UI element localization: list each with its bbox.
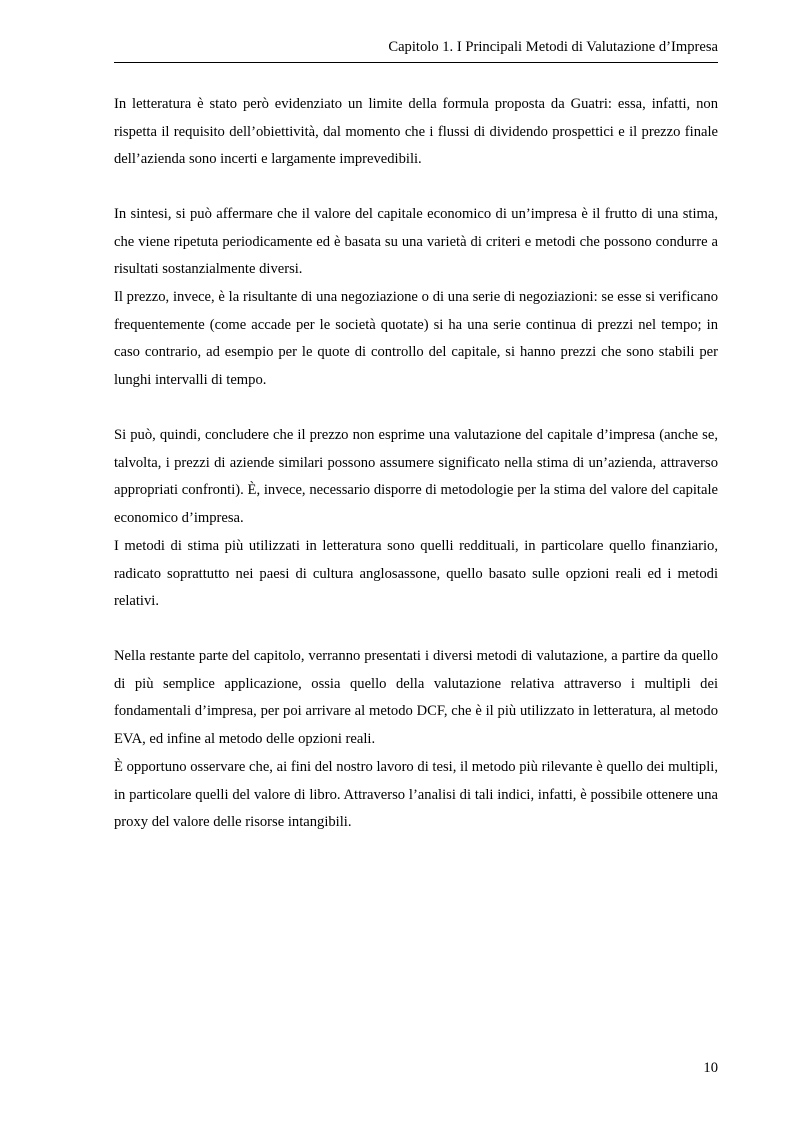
header-rule — [114, 62, 718, 63]
paragraph-conclusione: Si può, quindi, concludere che il prezzo non esprime una valutazione del capitale d’impresa (anche se, talvolta, i prezzi di aziende similari possono assumere significato nella stima di un’azienda, attraverso appropriati confronti). È, invece, necessario disporre di metodologie per la stima del valore del capitale economico d’impresa. — [114, 427, 718, 526]
paragraph-metodi-stima: I metodi di stima più utilizzati in letteratura sono quelli reddituali, in particolare quello finanziario, radicato soprattutto nei paesi di cultura anglosassone, quello basato sulle opzioni reali ed i metodi relativi. — [114, 538, 718, 610]
paragraph-restante-capitolo: Nella restante parte del capitolo, verranno presentati i diversi metodi di valutazione, a partire da quello di più semplice applicazione, ossia quello della valutazione relativa attraverso i multipli dei fondamentali d’impresa, per poi arrivare al metodo DCF, che è il più utilizzato in letteratura, al metodo EVA, ed infine al metodo delle opzioni reali. — [114, 648, 718, 747]
paragraph-guatri-limit: In letteratura è stato però evidenziato un limite della formula proposta da Guatri: essa, infatti, non rispetta il requisito dell’obiettività, dal momento che i flussi di dividendo prospettici e il prezzo finale dell’azienda sono incerti e largamente imprevedibili. — [114, 96, 718, 168]
running-header: Capitolo 1. I Principali Metodi di Valutazione d’Impresa — [388, 39, 718, 55]
paragraph-multipli: È opportuno osservare che, ai fini del nostro lavoro di tesi, il metodo più rilevante è quello dei multipli, in particolare quelli del valore di libro. Attraverso l’analisi di tali indici, infatti, è possibile ottenere una proxy del valore delle risorse intangibili. — [114, 759, 718, 831]
page-number: 10 — [703, 1060, 718, 1076]
paragraph-sintesi: In sintesi, si può affermare che il valore del capitale economico di un’impresa è il frutto di una stima, che viene ripetuta periodicamente ed è basata su una varietà di criteri e metodi che possono condurre a risultati sostanzialmente diversi. — [114, 206, 718, 278]
paragraph-prezzo: Il prezzo, invece, è la risultante di una negoziazione o di una serie di negoziazioni: se esse si verificano frequentemente (come accade per le società quotate) si ha una serie continua di prezzi nel tempo; in caso contrario, ad esempio per le quote di controllo del capitale, si hanno prezzi che sono stabili per lunghi intervalli di tempo. — [114, 289, 718, 388]
